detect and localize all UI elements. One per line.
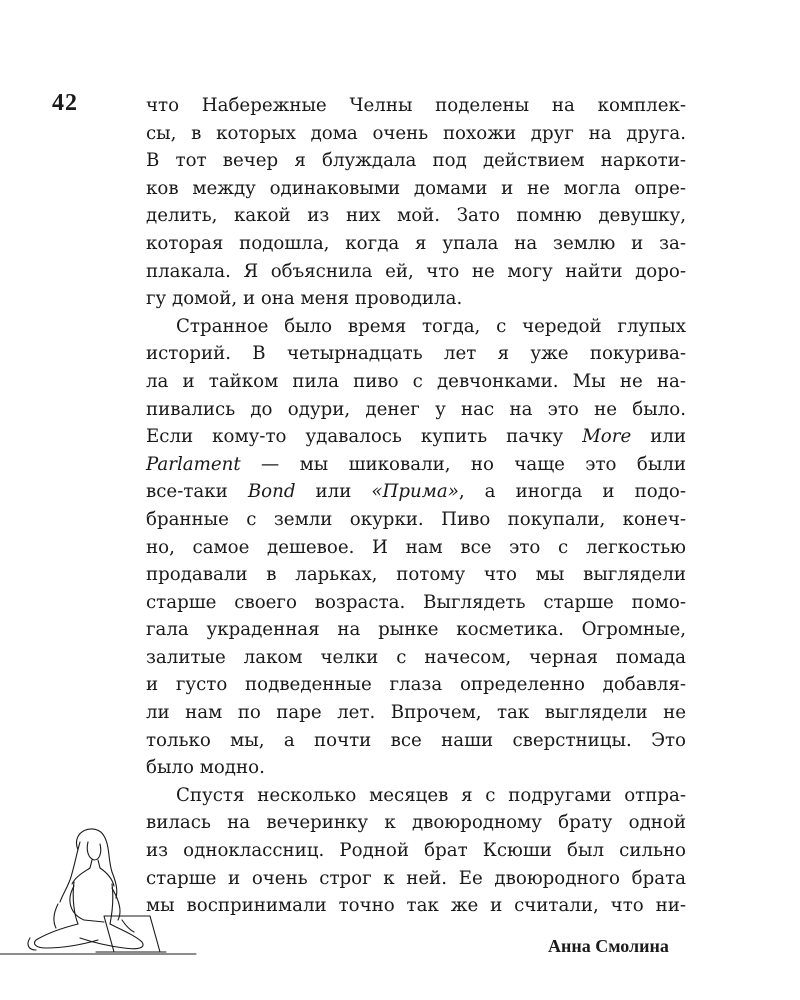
text-segment: Если кому-то удавалось купить пачку bbox=[146, 426, 583, 448]
text-line: Спустя несколько месяцев я с подругами отпра- bbox=[176, 784, 686, 806]
text-line: и густо подведенные глаза определенно добавля- bbox=[146, 674, 686, 696]
text-line: из одноклассниц. Родной брат Ксюши был сильно bbox=[146, 840, 686, 862]
text-line: старше и очень строг к ней. Ее двоюродного брата bbox=[146, 867, 686, 889]
text-line: гу домой, и она меня проводила. bbox=[146, 288, 463, 310]
text-line: сы, в которых дома очень похожи друг на друга. bbox=[146, 122, 686, 144]
text-segment: или bbox=[631, 426, 686, 448]
text-line: пивались до одури, денег у нас на это не было. bbox=[146, 398, 686, 420]
text-line bbox=[146, 423, 686, 451]
body-text bbox=[146, 92, 686, 920]
text-line: было модно. bbox=[146, 757, 265, 779]
brand-name: Parlament bbox=[146, 453, 241, 475]
text-line: залитые лаком челки с начесом, черная помада bbox=[146, 646, 686, 668]
text-line bbox=[146, 478, 686, 506]
text-line: только мы, а почти все наши сверстницы. Это bbox=[146, 729, 686, 751]
text-line: что Набережные Челны поделены на комплек- bbox=[146, 95, 686, 116]
brand-name: Bond bbox=[247, 481, 296, 503]
text-line: плакала. Я объяснила ей, что не могу найти доро- bbox=[146, 260, 686, 282]
text-line: ли нам по паре лет. Впрочем, так выглядели не bbox=[146, 702, 686, 724]
text-line: Странное было время тогда, с чередой глупых bbox=[176, 315, 686, 337]
text-segment: — мы шиковали, но чаще это были bbox=[240, 453, 686, 475]
text-line: ков между одинаковыми домами и не могла опре- bbox=[146, 177, 686, 199]
text-segment: , а иногда и подо- bbox=[458, 481, 686, 503]
text-line: делить, какой из них мой. Зато помню девушку, bbox=[146, 205, 686, 227]
woman-with-laptop-illustration bbox=[0, 820, 200, 970]
text-line: В тот вечер я блуждала под действием наркоти- bbox=[146, 150, 686, 172]
text-line: вилась на вечеринку к двоюродному брату одной bbox=[146, 812, 686, 834]
text-segment: или bbox=[295, 481, 372, 503]
text-line: мы воспринимали точно так же и считали, что ни- bbox=[146, 895, 686, 917]
text-line: бранные с земли окурки. Пиво покупали, конеч- bbox=[146, 508, 686, 530]
brand-name: More bbox=[582, 426, 632, 448]
text-segment: все-таки bbox=[146, 481, 248, 503]
text-line: старше своего возраста. Выглядеть старше помо- bbox=[146, 591, 686, 613]
text-line: но, самое дешевое. И нам все это с легкостью bbox=[146, 536, 686, 558]
author-name: Анна Смолина bbox=[548, 936, 669, 956]
text-line: гала украденная на рынке косметика. Огромные, bbox=[146, 619, 686, 641]
page-number: 42 bbox=[52, 90, 78, 116]
text-line: историй. В четырнадцать лет я уже покурива- bbox=[146, 343, 686, 365]
text-line bbox=[146, 451, 686, 479]
text-line: которая подошла, когда я упала на землю и за- bbox=[146, 232, 686, 254]
text-line: ла и тайком пила пиво с девчонками. Мы не на- bbox=[146, 370, 686, 392]
text-line: продавали в ларьках, потому что мы выглядели bbox=[146, 564, 686, 586]
brand-name: «Прима» bbox=[371, 481, 459, 503]
